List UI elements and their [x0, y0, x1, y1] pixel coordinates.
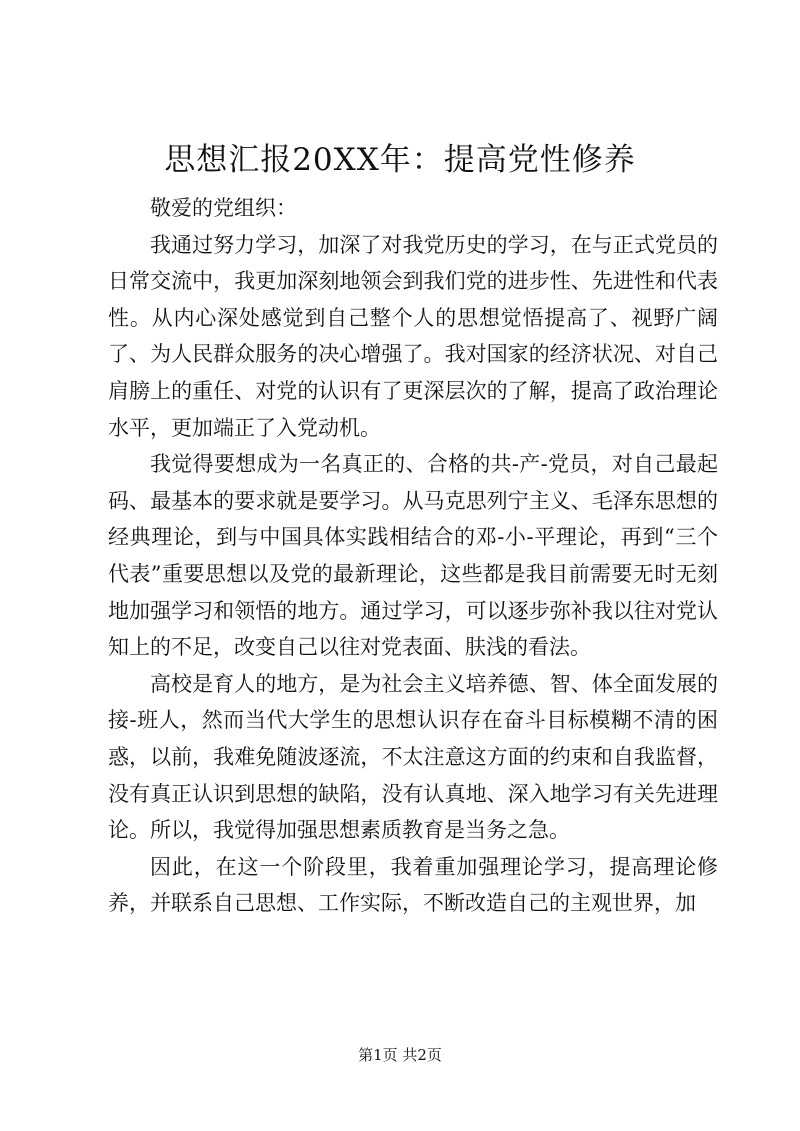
page-number-label: 第1页 共2页 [358, 1046, 442, 1064]
paragraph-4: 因此，在这一个阶段里，我着重加强理论学习，提高理论修养，并联系自己思想、工作实际，不断改造自己的主观世界，加 [108, 854, 718, 916]
page-footer [0, 1045, 800, 1065]
document-title: 思想汇报20XX年：提高党性修养 [164, 142, 636, 178]
greeting: 敬爱的党组织： [150, 196, 297, 220]
paragraph-2: 我觉得要想成为一名真正的、合格的共-产-党员，对自己最起码、最基本的要求就是要学习。从马克思列宁主义、毛泽东思想的经典理论，到与中国具体实践相结合的邓-小-平理论，再到“三个代表”重要思想以及党的最新理论，这些都是我目前需要无时无刻地加强学习和领悟的地方。通过学习，可以逐步弥补我以往对党认知上的不足，改变自己以往对党表面、肤浅的看法。 [108, 452, 718, 660]
paragraph-3: 高校是育人的地方，是为社会主义培养德、智、体全面发展的接-班人，然而当代大学生的思想认识存在奋斗目标模糊不清的困惑，以前，我难免随波逐流，不太注意这方面的约束和自我监督，没有真正认识到思想的缺陷，没有认真地、深入地学习有关先进理论。所以，我觉得加强思想素质教育是当务之急。 [108, 671, 718, 843]
paragraph-1: 我通过努力学习，加深了对我党历史的学习，在与正式党员的日常交流中，我更加深刻地领会到我们党的进步性、先进性和代表性。从内心深处感觉到自己整个人的思想觉悟提高了、视野广阔了、为人民群众服务的决心增强了。我对国家的经济状况、对自己肩膀上的重任、对党的认识有了更深层次的了解，提高了政治理论水平，更加端正了入党动机。 [108, 232, 718, 440]
document-body [108, 190, 718, 922]
